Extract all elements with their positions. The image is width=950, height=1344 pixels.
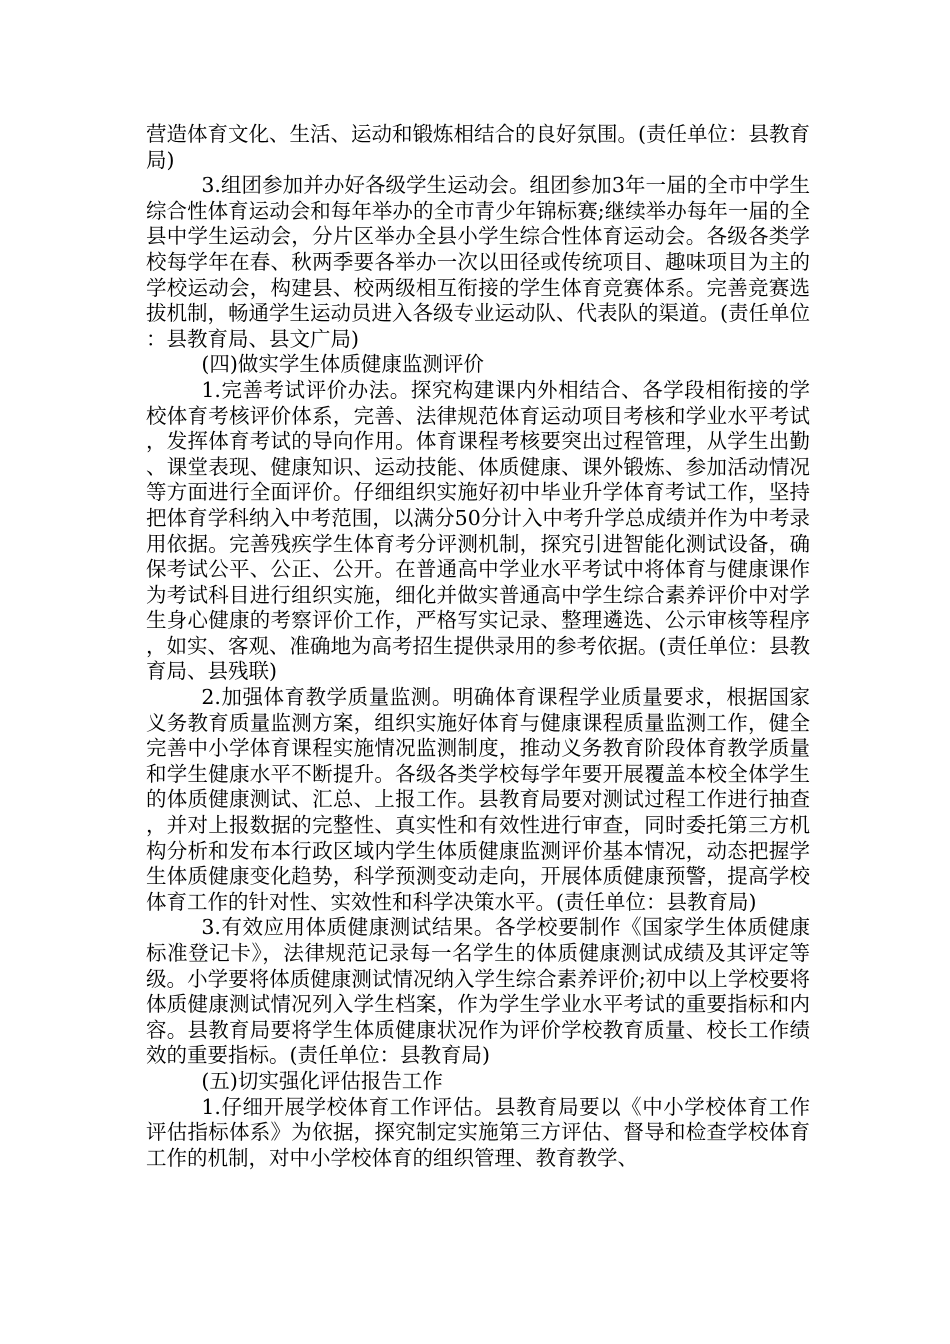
paragraph-teaching-quality: 2.加强体育教学质量监测。明确体育课程学业质量要求，根据国家义务教育质量监测方案，组织实施好体育与健康课程质量监测工作，健全完善中小学体育课程实施情况监测制度，推动义务教育阶段体育教学质量和学生健康水平不断提升。各级各类学校每学年要开展覆盖本校全体学生的体质健康测试、汇总、上报工作。县教育局要对测试过程工作进行抽查，并对上报数据的完整性、真实性和有效性进行审查，同时委托第三方机构分析和发布本行政区域内学生体质健康监测评价基本情况，动态把握学生体质健康变化趋势，科学预测变动走向，开展体质健康预警，提高学校体育工作的针对性、实效性和科学决策水平。(责任单位：县教育局) bbox=[146, 685, 810, 914]
paragraph-school-assessment: 1.仔细开展学校体育工作评估。县教育局要以《中小学校体育工作评估指标体系》为依据，探究制定实施第三方评估、督导和检查学校体育工作的机制，对中小学校体育的组织管理、教育教学、 bbox=[146, 1094, 810, 1170]
section-heading-health-monitoring: (四)做实学生体质健康监测评价 bbox=[201, 352, 484, 377]
paragraph-closing-responsibility: 营造体育文化、生活、运动和锻炼相结合的良好氛围。(责任单位：县教育局) bbox=[146, 122, 810, 172]
paragraph-exam-evaluation: 1.完善考试评价办法。探究构建课内外相结合、各学段相衔接的学校体育考核评价体系，完善、法律规范体育运动项目考核和学业水平考试，发挥体育考试的导向作用。体育课程考核要突出过程管理，从学生出勤、课堂表现、健康知识、运动技能、体质健康、课外锻炼、参加活动情况等方面进行全面评价。仔细组织实施好初中毕业升学体育考试工作，坚持把体育学科纳入中考范围，以满分50分计入中考升学总成绩并作为中考录用依据。完善残疾学生体育考分评测机制，探究引进智能化测试设备，确保考试公平、公正、公开。在普通高中学业水平考试中将体育与健康课作为考试科目进行组织实施，细化并做实普通高中学生综合素养评价中对学生身心健康的考察评价工作，严格写实记录、整理遴选、公示审核等程序，如实、客观、准确地为高考招生提供录用的参考依据。(责任单位：县教育局、县残联) bbox=[146, 377, 810, 684]
paragraph-sports-meets: 3.组团参加并办好各级学生运动会。组团参加3年一届的全市中学生综合性体育运动会和每年举办的全市青少年锦标赛;继续举办每年一届的全县中学生运动会，分片区举办全县小学生综合性体育运动会。各级各类学校每学年在春、秋两季要各举办一次以田径或传统项目、趣味项目为主的学校运动会，构建县、校两级相互衔接的学生体育竞赛体系。完善竞赛选拔机制，畅通学生运动员进入各级专业运动队、代表队的渠道。(责任单位：县教育局、县文广局) bbox=[146, 173, 810, 351]
paragraph-test-results: 3.有效应用体质健康测试结果。各学校要制作《国家学生体质健康标准登记卡》，法律规范记录每一名学生的体质健康测试成绩及其评定等级。小学要将体质健康测试情况纳入学生综合素养评价;初中以上学校要将体质健康测试情况列入学生档案，作为学生学业水平考试的重要指标和内容。县教育局要将学生体质健康状况作为评价学校教育质量、校长工作绩效的重要指标。(责任单位：县教育局) bbox=[146, 915, 810, 1068]
document-page bbox=[146, 122, 810, 1171]
section-heading-evaluation-report: (五)切实强化评估报告工作 bbox=[201, 1068, 443, 1093]
